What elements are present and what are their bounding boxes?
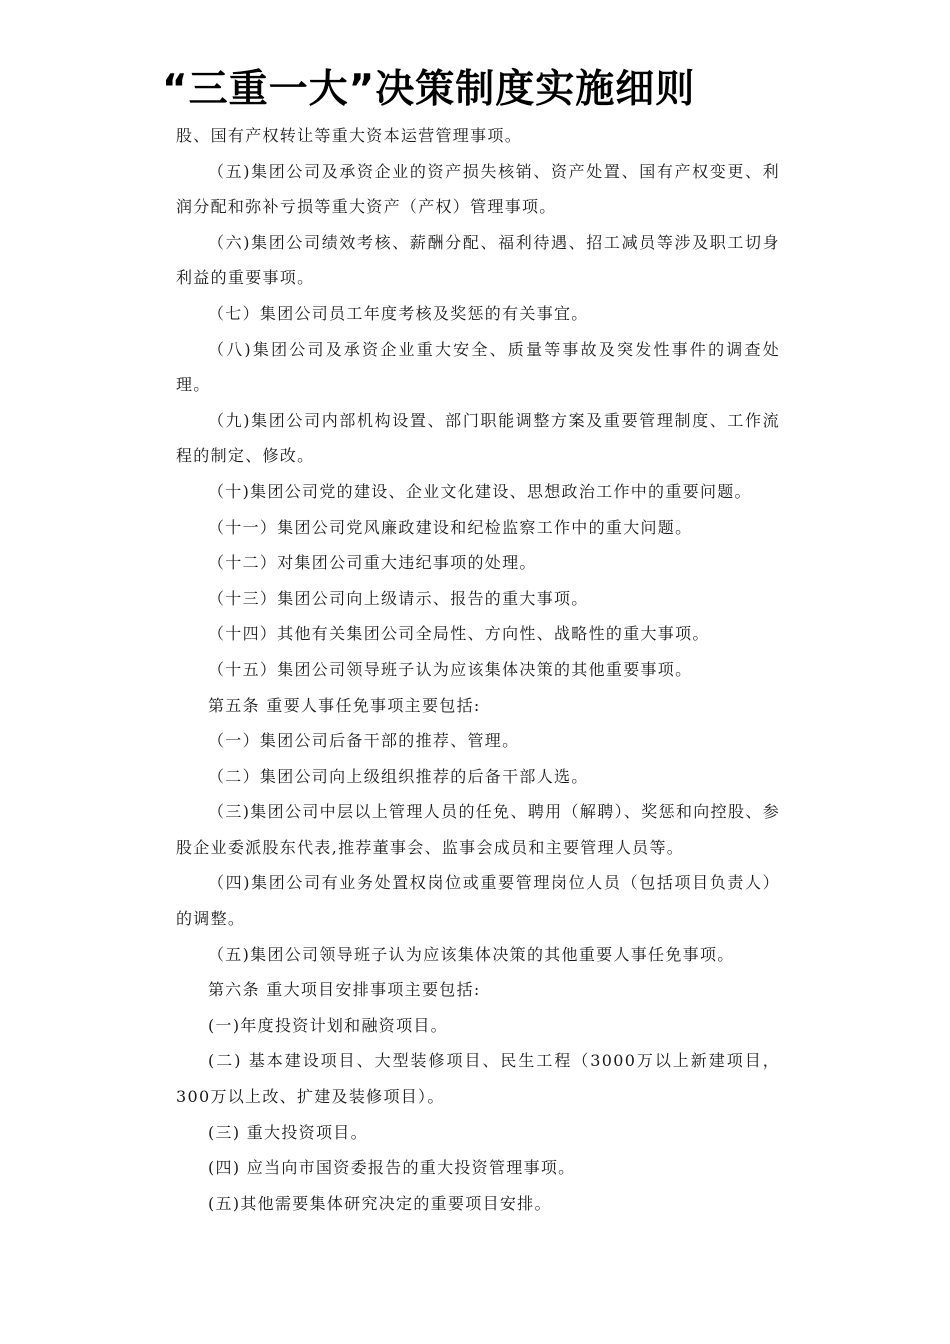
paragraph: （七）集团公司员工年度考核及奖惩的有关事宜。 — [208, 303, 589, 323]
paragraph: （九)集团公司内部机构设置、部门职能调整方案及重要管理制度、工作流程的制定、修改。 — [176, 410, 780, 466]
paragraph: （十五）集团公司领导班子认为应该集体决策的其他重要事项。 — [208, 659, 693, 679]
document-body — [176, 118, 780, 1221]
paragraph: （十二）对集团公司重大违纪事项的处理。 — [208, 553, 537, 573]
paragraph: (四) 应当向市国资委报告的重大投资管理事项。 — [208, 1158, 576, 1178]
paragraph: 股、国有产权转让等重大资本运营管理事项。 — [176, 126, 523, 145]
article-heading: 第五条 重要人事任免事项主要包括: — [208, 695, 481, 715]
document-title: “三重一大”决策制度实施细则 — [162, 67, 696, 112]
paragraph: (三) 重大投资项目。 — [208, 1122, 368, 1142]
paragraph: （十三）集团公司向上级请示、报告的重大事项。 — [208, 588, 589, 608]
paragraph: （六)集团公司绩效考核、薪酬分配、福利待遇、招工减员等涉及职工切身利益的重要事项。 — [176, 232, 780, 288]
paragraph: (二) 基本建设项目、大型装修项目、民生工程（3000万以上新建项目，300万以上改、扩建及装修项目）。 — [176, 1051, 780, 1107]
paragraph: （十一）集团公司党风廉政建设和纪检监察工作中的重大问题。 — [208, 517, 693, 537]
paragraph: （五)集团公司领导班子认为应该集体决策的其他重要人事任免事项。 — [208, 944, 735, 964]
paragraph: （一）集团公司后备干部的推荐、管理。 — [208, 731, 520, 751]
paragraph: （十)集团公司党的建设、企业文化建设、思想政治工作中的重要问题。 — [208, 481, 752, 501]
paragraph: (五)其他需要集体研究决定的重要项目安排。 — [208, 1193, 552, 1213]
paragraph: （三)集团公司中层以上管理人员的任免、聘用（解聘）、奖惩和向控股、参股企业委派股东代表,推荐董事会、监事会成员和主要管理人员等。 — [176, 802, 780, 857]
paragraph: (一)年度投资计划和融资项目。 — [208, 1015, 448, 1035]
paragraph: （八)集团公司及承资企业重大安全、质量等事故及突发性事件的调查处理。 — [176, 339, 780, 395]
paragraph: （五)集团公司及承资企业的资产损失核销、资产处置、国有产权变更、利润分配和弥补亏损等重大资产（产权）管理事项。 — [176, 161, 780, 217]
article-heading: 第六条 重大项目安排事项主要包括: — [208, 980, 481, 1000]
paragraph: （十四）其他有关集团公司全局性、方向性、战略性的重大事项。 — [208, 624, 710, 644]
paragraph: （二）集团公司向上级组织推荐的后备干部人选。 — [208, 766, 589, 786]
paragraph: （四)集团公司有业务处置权岗位或重要管理岗位人员（包括项目负责人）的调整。 — [176, 873, 780, 929]
